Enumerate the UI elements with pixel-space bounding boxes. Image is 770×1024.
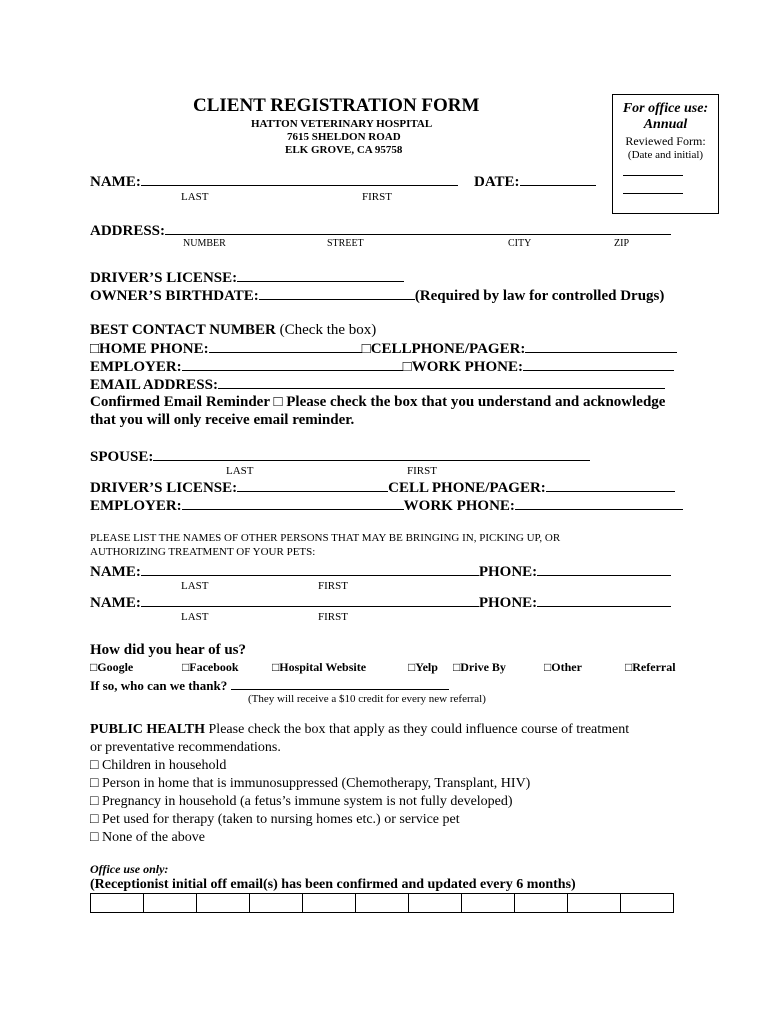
initials-cell[interactable] (409, 894, 462, 913)
other-last-caption: LAST (181, 611, 209, 623)
cell-phone-input-line[interactable] (525, 340, 677, 353)
initials-grid-row (91, 894, 674, 913)
address-city-caption: CITY (508, 238, 532, 249)
spouse-row (90, 448, 590, 466)
name-last-caption: LAST (181, 191, 209, 203)
referral-thank-input-line[interactable] (231, 677, 449, 690)
home-phone-input-line[interactable] (209, 340, 362, 353)
spouse-input-line[interactable] (153, 448, 590, 461)
date-input-line[interactable] (520, 173, 596, 186)
name-label: NAME: (90, 174, 141, 190)
org-name: HATTON VETERINARY HOSPITAL (251, 118, 433, 130)
referral-thank-row (90, 677, 449, 694)
referral-option-google[interactable]: □Google (90, 660, 134, 674)
office-box-initial-line[interactable] (623, 193, 683, 194)
spouse-work-label: WORK PHONE: (403, 498, 515, 514)
public-health-heading-line2: or preventative recommendations. (90, 740, 281, 755)
address-label: ADDRESS: (90, 223, 166, 239)
other-phone-input-line[interactable] (537, 563, 671, 576)
email-reminder-line1[interactable]: Confirmed Email Reminder □ Please check the box that you understand and acknowledge (90, 394, 666, 410)
initials-cell[interactable] (462, 894, 515, 913)
cell-phone-label[interactable]: □CELLPHONE/PAGER: (361, 341, 526, 357)
public-health-item-children[interactable]: □ Children in household (90, 758, 227, 773)
referral-option-hospital-website[interactable]: □Hospital Website (272, 660, 367, 674)
address-street-caption: STREET (327, 238, 364, 249)
client-name-row (90, 173, 458, 191)
email-row (90, 376, 665, 394)
work-phone-input-line[interactable] (523, 358, 674, 371)
other-name-label: NAME: (90, 595, 141, 611)
email-reminder-line2: that you will only receive email reminder. (90, 412, 355, 428)
address-zip-caption: ZIP (614, 238, 629, 249)
other-phone-input-line[interactable] (537, 594, 671, 607)
public-health-item-pregnancy[interactable]: □ Pregnancy in household (a fetus’s immune system is not fully developed) (90, 794, 513, 809)
other-name-label: NAME: (90, 564, 141, 580)
public-health-item-none[interactable]: □ None of the above (90, 830, 205, 845)
spouse-label: SPOUSE: (90, 449, 154, 465)
referral-thank-label: If so, who can we thank? (90, 678, 228, 693)
other-last-caption: LAST (181, 580, 209, 592)
initials-cell[interactable] (144, 894, 197, 913)
initials-cell[interactable] (303, 894, 356, 913)
public-health-heading (90, 722, 629, 738)
other-person-row-2 (90, 594, 671, 612)
other-first-caption: FIRST (318, 580, 348, 592)
spouse-license-row (90, 479, 675, 497)
referral-option-yelp[interactable]: □Yelp (408, 660, 438, 674)
work-phone-label[interactable]: □WORK PHONE: (402, 359, 523, 375)
office-use-box (612, 94, 719, 214)
home-phone-row (90, 340, 677, 358)
date-label: DATE: (474, 174, 520, 190)
referral-option-referral[interactable]: □Referral (625, 660, 676, 674)
initials-grid (90, 893, 674, 913)
form-title: CLIENT REGISTRATION FORM (193, 95, 480, 116)
referral-option-drive-by[interactable]: □Drive By (453, 660, 506, 674)
home-phone-label[interactable]: □HOME PHONE: (90, 341, 209, 357)
other-name-input-line[interactable] (141, 563, 479, 576)
contact-heading-bold: BEST CONTACT NUMBER (90, 322, 276, 338)
public-health-heading-text: Please check the box that apply as they could influence course of treatment (205, 722, 630, 737)
public-health-item-immunosuppressed[interactable]: □ Person in home that is immunosuppressed (Chemotherapy, Transplant, HIV) (90, 776, 531, 791)
office-box-date-line[interactable] (623, 175, 683, 176)
referral-credit-note: (They will receive a $10 credit for every new referral) (248, 693, 486, 705)
initials-cell[interactable] (197, 894, 250, 913)
office-box-line1: For office use: (622, 101, 709, 116)
org-street: 7615 SHELDON ROAD (287, 131, 401, 143)
address-input-line[interactable] (165, 222, 671, 235)
others-instruction-line1: PLEASE LIST THE NAMES OF OTHER PERSONS THAT MAY BE BRINGING IN, PICKING UP, OR (90, 532, 561, 544)
spouse-work-input-line[interactable] (515, 497, 683, 510)
other-phone-label: PHONE: (478, 564, 538, 580)
license-input-line[interactable] (237, 269, 404, 282)
spouse-cell-input-line[interactable] (546, 479, 675, 492)
public-health-item-therapy-pet[interactable]: □ Pet used for therapy (taken to nursing homes etc.) or service pet (90, 812, 460, 827)
initials-cell[interactable] (621, 894, 674, 913)
birthdate-note: (Required by law for controlled Drugs) (414, 288, 665, 304)
name-first-caption: FIRST (362, 191, 392, 203)
public-health-heading-bold: PUBLIC HEALTH (90, 722, 206, 737)
spouse-employer-label: EMPLOYER: (90, 498, 182, 514)
license-row (90, 269, 404, 287)
other-first-caption: FIRST (318, 611, 348, 623)
receptionist-note: (Receptionist initial off email(s) has been confirmed and updated every 6 months) (90, 877, 576, 892)
spouse-employer-row (90, 497, 683, 515)
office-use-label: Office use only: (90, 862, 169, 876)
license-label: DRIVER’S LICENSE: (90, 270, 238, 286)
date-row (474, 173, 596, 191)
employer-input-line[interactable] (182, 358, 403, 371)
office-box-line2: Annual (643, 117, 688, 132)
office-box-line3: Reviewed Form: (625, 134, 706, 148)
spouse-first-caption: FIRST (407, 465, 437, 477)
spouse-last-caption: LAST (226, 465, 254, 477)
spouse-cell-label: CELL PHONE/PAGER: (388, 480, 546, 496)
others-instruction-line2: AUTHORIZING TREATMENT OF YOUR PETS: (90, 546, 316, 558)
other-person-row-1 (90, 563, 671, 581)
name-input-line[interactable] (141, 173, 458, 186)
spouse-employer-input-line[interactable] (182, 497, 404, 510)
contact-heading (90, 322, 376, 339)
initials-cell[interactable] (568, 894, 621, 913)
address-row (90, 222, 671, 240)
email-input-line[interactable] (218, 376, 665, 389)
referral-option-facebook[interactable]: □Facebook (182, 660, 239, 674)
referral-heading: How did you hear of us? (90, 642, 247, 658)
org-city: ELK GROVE, CA 95758 (285, 144, 403, 156)
initials-cell[interactable] (250, 894, 303, 913)
initials-cell[interactable] (91, 894, 144, 913)
employer-label: EMPLOYER: (90, 359, 182, 375)
spouse-license-input-line[interactable] (237, 479, 388, 492)
email-label: EMAIL ADDRESS: (90, 377, 218, 393)
initials-cell[interactable] (515, 894, 568, 913)
other-name-input-line[interactable] (141, 594, 479, 607)
birthdate-label: OWNER’S BIRTHDATE: (90, 288, 259, 304)
office-box-line4: (Date and initial) (627, 149, 704, 161)
address-number-caption: NUMBER (183, 238, 226, 249)
employer-row (90, 358, 674, 376)
referral-option-other[interactable]: □Other (544, 660, 582, 674)
birthdate-row (90, 287, 664, 305)
birthdate-input-line[interactable] (259, 287, 415, 300)
spouse-license-label: DRIVER’S LICENSE: (90, 480, 238, 496)
other-phone-label: PHONE: (478, 595, 538, 611)
initials-cell[interactable] (356, 894, 409, 913)
contact-heading-note: (Check the box) (275, 322, 377, 338)
